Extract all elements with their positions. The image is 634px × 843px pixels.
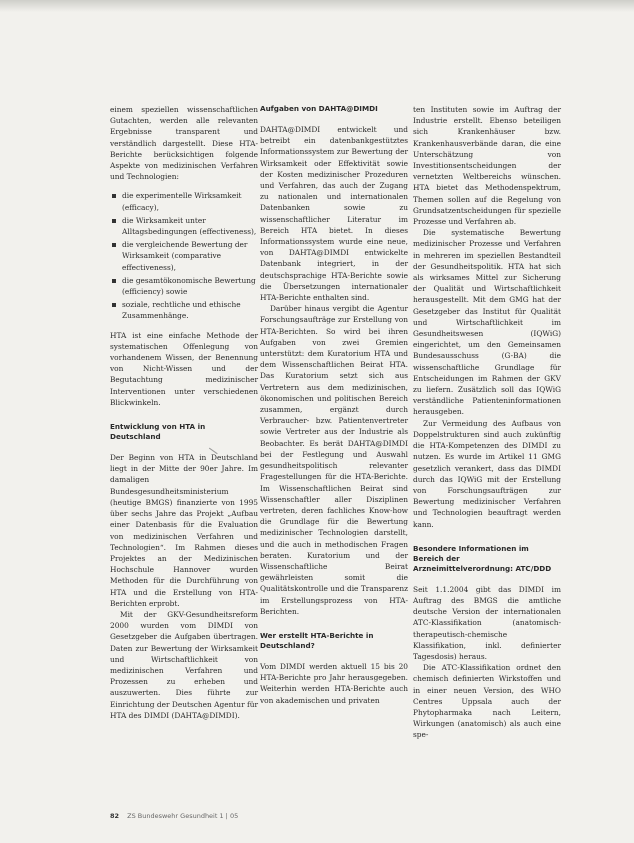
paragraph: DAHTA@DIMDI entwickelt und betreibt ein datenbankgestütztes Informationssystem zur Bewertung der Wirksamkeit oder Effektivität sowie der Kosten medizinischer Prozeduren und Verfahren, das auch der Zugang zu nationalen und internationalen Datenbanken sowie zu wissenschaftlicher Literatur im Bereich HTA bietet. In dieses Informationssystem wurde eine neue, von DAHTA@DIMDI entwickelte Datenbank integriert, in der deutschsprachige HTA-Berichte sowie die Übersetzungen internationaler HTA-Berichte enthalten sind. bbox=[260, 125, 408, 303]
list-item: soziale, rechtliche und ethische Zusammenhänge. bbox=[110, 299, 258, 321]
page-footer bbox=[110, 812, 238, 820]
top-strip bbox=[0, 0, 634, 12]
journal-source: ZS Bundeswehr Gesundheit 1 | 05 bbox=[127, 812, 239, 820]
paragraph: Die ATC-Klassifikation ordnet den chemisch definierten Wirkstoffen und in einer neuen Version, des WHO Centres Uppsala auch der Phytopharmaka nach Leitern, Wirkungen (anatomisch) als auch eine spe- bbox=[413, 663, 561, 740]
heading-who-creates: Wer erstellt HTA-Berichte in Deutschland? bbox=[260, 630, 374, 650]
column-2 bbox=[260, 104, 408, 706]
page-number: 82 bbox=[110, 812, 120, 820]
paragraph: ten Instituten sowie im Auftrag der Industrie erstellt. Ebenso beteiligen sich Krankenhäuser bzw. Krankenhausverbände daran, die eine Unterschätzung von Investitionsentscheidungen der vernetzten Weltbereichs wünschen. HTA bietet das Methodenspektrum, Themen sollen auf die Regelung von Grundsatzentscheidungen für spezielle Prozesse und Verfahren ab. bbox=[413, 105, 561, 227]
column-3 bbox=[413, 104, 561, 741]
paragraph: Der Beginn von HTA in Deutschland liegt in der Mitte der 90er Jahre. Im damaligen Bundesgesundheitsministerium (heutige BMGS) finanzierte von 1995 über sechs Jahre das Projekt „Aufbau einer Datenbasis für die Evaluation von medizinischen Verfahren und Technologien“. Im Rahmen dieses Projektes an der Medizinischen Hochschule Hannover wurden Methoden für die Durchführung von HTA und die Erstellung von HTA-Berichten erprobt. bbox=[110, 453, 258, 608]
list-item: die vergleichende Bewertung der Wirksamkeit (comparative effectiveness), bbox=[110, 239, 258, 273]
paragraph: Seit 1.1.2004 gibt das DIMDI im Auftrag des BMGS die amtliche deutsche Version der internationalen ATC-Klassifikation (anatomisch-therapeutisch-chemische Klassifikation, inkl. definierter Tagesdosis) heraus. bbox=[413, 584, 561, 661]
heading-tasks-dahta: Aufgaben von DAHTA@DIMDI bbox=[260, 104, 378, 113]
paragraph: HTA ist eine einfache Methode der systematischen Offenlegung von vorhandenem Wissen, der Benennung von Nicht-Wissen und der Begutachtung medizinischer Interventionen unter verschiedenen Blickwinkeln. bbox=[110, 330, 258, 407]
column-1 bbox=[110, 104, 258, 721]
heading-atc-ddd: Besondere Informationen im Bereich der Arzneimittelverordnung: ATC/DDD bbox=[413, 543, 552, 573]
paragraph: Mit der GKV-Gesundheitsreform 2000 wurden vom DIMDI von Gesetzgeber die Aufgaben übertragen. Daten zur Bewertung der Wirksamkeit und Wirtschaftlichkeit von medizinischen Verfahren und Prozessen zu erheben und auszuwerten. Dies führte zur Einrichtung der Deutschen Agentur für HTA des DIMDI (DAHTA@DIMDI). bbox=[110, 609, 258, 720]
paragraph: Vom DIMDI werden aktuell 15 bis 20 HTA-Berichte pro Jahr herausgegeben. Weiterhin werden HTA-Berichte auch von akademischen und privaten bbox=[260, 661, 408, 705]
heading-development-germany: Entwicklung von HTA in Deutschland bbox=[110, 422, 206, 442]
intro-paragraph: einem speziellen wissenschaftlichen Gutachten, werden alle relevanten Ergebnisse transparent und verständlich dargestellt. Diese HTA-Berichte berücksichtigen folgende Aspekte von medizinischen Verfahren und Technologien: bbox=[110, 105, 258, 182]
paragraph: Darüber hinaus vergibt die Agentur Forschungsaufträge zur Erstellung von HTA-Berichten. So wird bei ihren Aufgaben von zwei Gremien unterstützt: dem Kuratorium HTA und dem Wissenschaftlichen Beirat HTA. Das Kuratorium setzt sich aus Vertretern aus dem medizinischen, ökonomischen und politischen Bereich zusammen, ergänzt durch Verbraucher- bzw. Patientenvertreter sowie Vertreter aus der Industrie als Beobachter. Es berät DAHTA@DIMDI bei der Festlegung und Auswahl gesundheitspolitisch relevanter Fragestellungen für die HTA-Berichte. Im Wissenschaftlichen Beirat sind Wissenschaftler aller Disziplinen vertreten, deren fachliches Know-how die Grundlage für die Bewertung medizinischer Technologien darstellt, und die auch in methodischen Fragen beraten. Kuratorium und der Wissenschaftliche Beirat gewährleisten somit die Qualitätskontrolle und die Transparenz im Erstellungsprozess von HTA-Berichten. bbox=[260, 304, 408, 616]
list-item: die experimentelle Wirksamkeit (efficacy), bbox=[110, 190, 258, 212]
list-item: die Wirksamkeit unter Alltagsbedingungen (effectiveness), bbox=[110, 215, 258, 237]
hta-aspects-list bbox=[110, 190, 258, 321]
list-item: die gesamtökonomische Bewertung (efficiency) sowie bbox=[110, 275, 258, 297]
paragraph: Die systematische Bewertung medizinischer Prozesse und Verfahren in mehreren im speziellen Bestandteil der Gesundheitspolitik. HTA hat sich als wirksames Mittel zur Sicherung der Qualität und Wirtschaftlichkeit herausgestellt. Mit dem GMG hat der Gesetzgeber das Institut für Qualität und Wirtschaftlichkeit im Gesundheitswesen (IQWiG) eingerichtet, um den Gemeinsamen Bundesausschuss (G-BA) die wissenschaftliche Grundlage für Entscheidungen im Rahmen der GKV zu liefern. Zusätzlich soll das IQWiG verständliche Patienteninformationen herausgeben. bbox=[413, 228, 561, 417]
paragraph: Zur Vermeidung des Aufbaus von Doppelstrukturen sind auch zukünftig die HTA-Kompetenzen des DIMDI zu nutzen. Es wurde im Artikel 11 GMG gesetzlich verankert, dass das DIMDI durch das IQWiG mit der Erstellung von Forschungsaufträgen zur Bewertung medizinischer Verfahren und Technologien beauftragt werden kann. bbox=[413, 418, 561, 529]
